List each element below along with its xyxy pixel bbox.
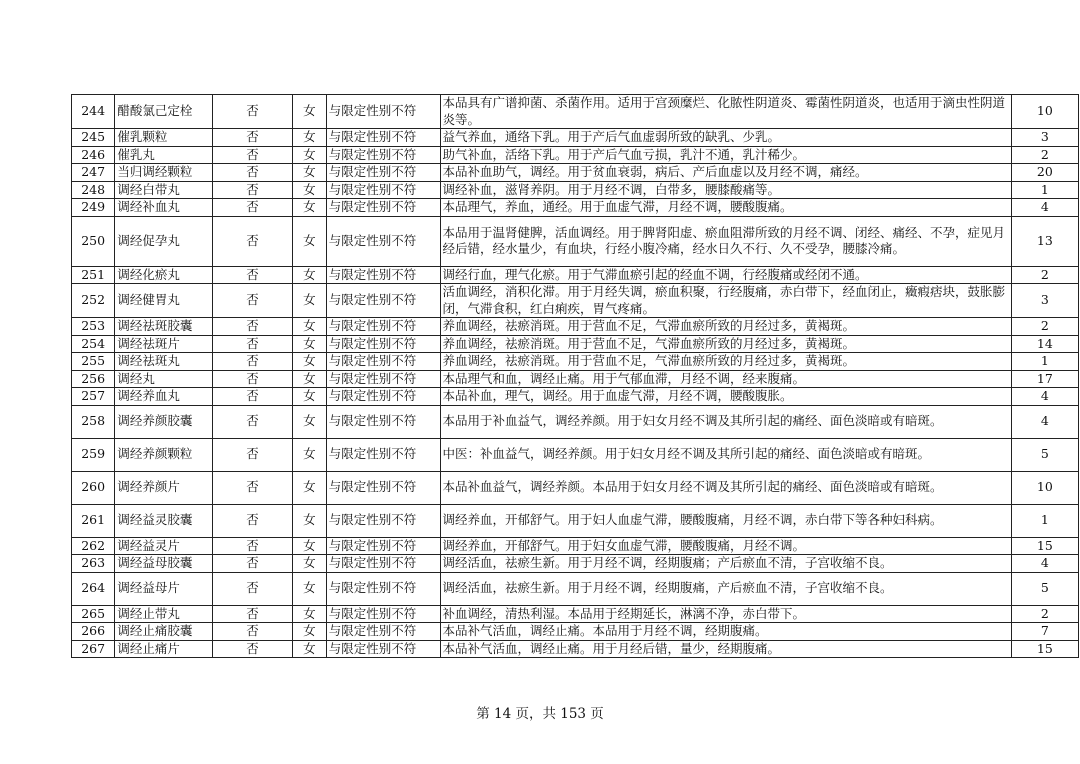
description-cell: 调经行血，理气化瘀。用于气滞血瘀引起的经血不调，行经腹痛或经闭不通。 (440, 266, 1011, 284)
drug-table (71, 94, 1079, 658)
rule-cell: 与限定性别不符 (326, 284, 440, 318)
description-cell: 养血调经，祛瘀消斑。用于营血不足，气滞血瘀所致的月经过多，黄褐斑。 (440, 353, 1011, 371)
flag-cell: 否 (212, 438, 292, 471)
table-row (72, 388, 1079, 406)
gender-cell: 女 (293, 438, 327, 471)
table-row (72, 370, 1079, 388)
gender-cell: 女 (293, 164, 327, 182)
description-cell: 本品理气和血，调经止痛。用于气郁血滞，月经不调，经来腹痛。 (440, 370, 1011, 388)
count-cell: 10 (1011, 471, 1078, 504)
count-cell: 7 (1011, 623, 1078, 641)
flag-cell: 否 (212, 266, 292, 284)
drug-name: 调经丸 (115, 370, 213, 388)
description-cell: 本品补气活血，调经止痛。本品用于月经不调，经期腹痛。 (440, 623, 1011, 641)
description-cell: 本品补气活血，调经止痛。用于月经后错，量少，经期腹痛。 (440, 640, 1011, 658)
flag-cell: 否 (212, 471, 292, 504)
row-number: 266 (72, 623, 115, 641)
description-cell: 本品补血益气，调经养颜。本品用于妇女月经不调及其所引起的痛经、面色淡暗或有暗斑。 (440, 471, 1011, 504)
description-cell: 补血调经，清热利湿。本品用于经期延长，淋漓不净，赤白带下。 (440, 605, 1011, 623)
gender-cell: 女 (293, 146, 327, 164)
drug-name: 调经养颜胶囊 (115, 405, 213, 438)
flag-cell: 否 (212, 370, 292, 388)
description-cell: 本品用于补血益气，调经养颜。用于妇女月经不调及其所引起的痛经、面色淡暗或有暗斑。 (440, 405, 1011, 438)
table-row (72, 438, 1079, 471)
count-cell: 2 (1011, 266, 1078, 284)
description-cell: 调经补血，滋肾养阴。用于月经不调，白带多，腰膝酸痛等。 (440, 181, 1011, 199)
table-row (72, 146, 1079, 164)
row-number: 247 (72, 164, 115, 182)
rule-cell: 与限定性别不符 (326, 555, 440, 573)
rule-cell: 与限定性别不符 (326, 623, 440, 641)
table-row (72, 537, 1079, 555)
flag-cell: 否 (212, 318, 292, 336)
row-number: 259 (72, 438, 115, 471)
row-number: 260 (72, 471, 115, 504)
drug-name: 调经健胃丸 (115, 284, 213, 318)
drug-name: 调经益母胶囊 (115, 555, 213, 573)
description-cell: 活血调经，消积化滞。用于月经失调，瘀血积聚，行经腹痛，赤白带下，经血闭止，癥瘕痞块，鼓胀膨闭，气滞食积，红白痢疾，胃气疼痛。 (440, 284, 1011, 318)
row-number: 252 (72, 284, 115, 318)
row-number: 250 (72, 216, 115, 266)
table-row (72, 623, 1079, 641)
table-row (72, 640, 1079, 658)
flag-cell: 否 (212, 216, 292, 266)
table-row (72, 164, 1079, 182)
gender-cell: 女 (293, 266, 327, 284)
rule-cell: 与限定性别不符 (326, 266, 440, 284)
count-cell: 5 (1011, 572, 1078, 605)
drug-name: 调经祛斑片 (115, 335, 213, 353)
rule-cell: 与限定性别不符 (326, 129, 440, 147)
gender-cell: 女 (293, 129, 327, 147)
count-cell: 13 (1011, 216, 1078, 266)
flag-cell: 否 (212, 181, 292, 199)
gender-cell: 女 (293, 181, 327, 199)
count-cell: 15 (1011, 640, 1078, 658)
rule-cell: 与限定性别不符 (326, 405, 440, 438)
drug-name: 调经益灵片 (115, 537, 213, 555)
rule-cell: 与限定性别不符 (326, 640, 440, 658)
count-cell: 5 (1011, 438, 1078, 471)
table-row (72, 216, 1079, 266)
count-cell: 2 (1011, 605, 1078, 623)
description-cell: 本品补血，理气，调经。用于血虚气滞，月经不调，腰酸腹胀。 (440, 388, 1011, 406)
count-cell: 4 (1011, 405, 1078, 438)
gender-cell: 女 (293, 537, 327, 555)
drug-name: 调经补血丸 (115, 199, 213, 217)
row-number: 254 (72, 335, 115, 353)
flag-cell: 否 (212, 199, 292, 217)
flag-cell: 否 (212, 623, 292, 641)
gender-cell: 女 (293, 504, 327, 537)
rule-cell: 与限定性别不符 (326, 572, 440, 605)
flag-cell: 否 (212, 537, 292, 555)
row-number: 245 (72, 129, 115, 147)
gender-cell: 女 (293, 471, 327, 504)
row-number: 256 (72, 370, 115, 388)
rule-cell: 与限定性别不符 (326, 216, 440, 266)
row-number: 253 (72, 318, 115, 336)
count-cell: 4 (1011, 388, 1078, 406)
row-number: 249 (72, 199, 115, 217)
rule-cell: 与限定性别不符 (326, 370, 440, 388)
table-row (72, 318, 1079, 336)
table-row (72, 95, 1079, 129)
table-row (72, 504, 1079, 537)
description-cell: 调经活血，祛瘀生新。用于月经不调，经期腹痛；产后瘀血不清，子宫收缩不良。 (440, 555, 1011, 573)
count-cell: 1 (1011, 181, 1078, 199)
flag-cell: 否 (212, 605, 292, 623)
drug-name: 调经祛斑胶囊 (115, 318, 213, 336)
gender-cell: 女 (293, 555, 327, 573)
drug-name: 调经化瘀丸 (115, 266, 213, 284)
description-cell: 中医：补血益气，调经养颜。用于妇女月经不调及其所引起的痛经、面色淡暗或有暗斑。 (440, 438, 1011, 471)
row-number: 255 (72, 353, 115, 371)
table-row (72, 266, 1079, 284)
drug-name: 调经促孕丸 (115, 216, 213, 266)
count-cell: 1 (1011, 353, 1078, 371)
rule-cell: 与限定性别不符 (326, 164, 440, 182)
drug-name: 当归调经颗粒 (115, 164, 213, 182)
count-cell: 4 (1011, 555, 1078, 573)
description-cell: 调经活血，祛瘀生新。用于月经不调，经期腹痛，产后瘀血不清，子宫收缩不良。 (440, 572, 1011, 605)
count-cell: 3 (1011, 284, 1078, 318)
rule-cell: 与限定性别不符 (326, 471, 440, 504)
table-row (72, 405, 1079, 438)
description-cell: 调经养血，开郁舒气。用于妇女血虚气滞，腰酸腹痛，月经不调。 (440, 537, 1011, 555)
rule-cell: 与限定性别不符 (326, 537, 440, 555)
drug-name: 调经益灵胶囊 (115, 504, 213, 537)
gender-cell: 女 (293, 605, 327, 623)
rule-cell: 与限定性别不符 (326, 199, 440, 217)
row-number: 265 (72, 605, 115, 623)
rule-cell: 与限定性别不符 (326, 335, 440, 353)
flag-cell: 否 (212, 335, 292, 353)
row-number: 244 (72, 95, 115, 129)
gender-cell: 女 (293, 405, 327, 438)
description-cell: 养血调经，祛瘀消斑。用于营血不足，气滞血瘀所致的月经过多，黄褐斑。 (440, 335, 1011, 353)
drug-name: 调经养血丸 (115, 388, 213, 406)
count-cell: 15 (1011, 537, 1078, 555)
flag-cell: 否 (212, 146, 292, 164)
gender-cell: 女 (293, 335, 327, 353)
row-number: 261 (72, 504, 115, 537)
count-cell: 2 (1011, 146, 1078, 164)
gender-cell: 女 (293, 623, 327, 641)
table-row (72, 555, 1079, 573)
count-cell: 1 (1011, 504, 1078, 537)
gender-cell: 女 (293, 199, 327, 217)
gender-cell: 女 (293, 216, 327, 266)
rule-cell: 与限定性别不符 (326, 353, 440, 371)
count-cell: 14 (1011, 335, 1078, 353)
description-cell: 养血调经，祛瘀消斑。用于营血不足，气滞血瘀所致的月经过多，黄褐斑。 (440, 318, 1011, 336)
count-cell: 3 (1011, 129, 1078, 147)
rule-cell: 与限定性别不符 (326, 504, 440, 537)
row-number: 262 (72, 537, 115, 555)
rule-cell: 与限定性别不符 (326, 146, 440, 164)
rule-cell: 与限定性别不符 (326, 318, 440, 336)
drug-name: 催乳丸 (115, 146, 213, 164)
table-row (72, 199, 1079, 217)
row-number: 264 (72, 572, 115, 605)
flag-cell: 否 (212, 504, 292, 537)
flag-cell: 否 (212, 405, 292, 438)
flag-cell: 否 (212, 129, 292, 147)
rule-cell: 与限定性别不符 (326, 388, 440, 406)
rule-cell: 与限定性别不符 (326, 95, 440, 129)
drug-name: 调经止痛片 (115, 640, 213, 658)
table-row (72, 181, 1079, 199)
flag-cell: 否 (212, 95, 292, 129)
drug-name: 调经益母片 (115, 572, 213, 605)
gender-cell: 女 (293, 640, 327, 658)
gender-cell: 女 (293, 284, 327, 318)
gender-cell: 女 (293, 95, 327, 129)
flag-cell: 否 (212, 353, 292, 371)
table-row (72, 129, 1079, 147)
description-cell: 助气补血，活络下乳。用于产后气血亏损，乳汁不通，乳汁稀少。 (440, 146, 1011, 164)
flag-cell: 否 (212, 284, 292, 318)
row-number: 246 (72, 146, 115, 164)
description-cell: 本品理气，养血，通经。用于血虚气滞，月经不调，腰酸腹痛。 (440, 199, 1011, 217)
table-row (72, 284, 1079, 318)
flag-cell: 否 (212, 640, 292, 658)
drug-name: 调经养颜片 (115, 471, 213, 504)
gender-cell: 女 (293, 353, 327, 371)
table-row (72, 353, 1079, 371)
description-cell: 益气养血，通络下乳。用于产后气血虚弱所致的缺乳、少乳。 (440, 129, 1011, 147)
flag-cell: 否 (212, 164, 292, 182)
row-number: 258 (72, 405, 115, 438)
gender-cell: 女 (293, 318, 327, 336)
flag-cell: 否 (212, 388, 292, 406)
table-row (72, 471, 1079, 504)
row-number: 257 (72, 388, 115, 406)
row-number: 251 (72, 266, 115, 284)
count-cell: 2 (1011, 318, 1078, 336)
gender-cell: 女 (293, 370, 327, 388)
drug-name: 调经白带丸 (115, 181, 213, 199)
drug-name: 调经止痛胶囊 (115, 623, 213, 641)
page-footer: 第 14 页，共 153 页 (476, 706, 604, 722)
table-row (72, 335, 1079, 353)
rule-cell: 与限定性别不符 (326, 605, 440, 623)
count-cell: 10 (1011, 95, 1078, 129)
row-number: 267 (72, 640, 115, 658)
drug-name: 醋酸氯己定栓 (115, 95, 213, 129)
count-cell: 4 (1011, 199, 1078, 217)
drug-name: 调经养颜颗粒 (115, 438, 213, 471)
rule-cell: 与限定性别不符 (326, 181, 440, 199)
flag-cell: 否 (212, 572, 292, 605)
gender-cell: 女 (293, 388, 327, 406)
row-number: 248 (72, 181, 115, 199)
drug-name: 调经祛斑丸 (115, 353, 213, 371)
row-number: 263 (72, 555, 115, 573)
description-cell: 调经养血，开郁舒气。用于妇人血虚气滞，腰酸腹痛，月经不调，赤白带下等各种妇科病。 (440, 504, 1011, 537)
description-cell: 本品具有广谱抑菌、杀菌作用。适用于宫颈糜烂、化脓性阴道炎、霉菌性阴道炎，也适用于滴虫性阴道炎等。 (440, 95, 1011, 129)
count-cell: 17 (1011, 370, 1078, 388)
flag-cell: 否 (212, 555, 292, 573)
drug-name: 调经止带丸 (115, 605, 213, 623)
rule-cell: 与限定性别不符 (326, 438, 440, 471)
description-cell: 本品用于温肾健脾，活血调经。用于脾肾阳虚、瘀血阻滞所致的月经不调、闭经、痛经、不孕，症见月经后错，经水量少，有血块，行经小腹冷痛，经水日久不行、久不受孕，腰膝冷痛。 (440, 216, 1011, 266)
table-row (72, 572, 1079, 605)
description-cell: 本品补血助气，调经。用于贫血衰弱，病后、产后血虚以及月经不调，痛经。 (440, 164, 1011, 182)
table-row (72, 605, 1079, 623)
drug-name: 催乳颗粒 (115, 129, 213, 147)
gender-cell: 女 (293, 572, 327, 605)
count-cell: 20 (1011, 164, 1078, 182)
